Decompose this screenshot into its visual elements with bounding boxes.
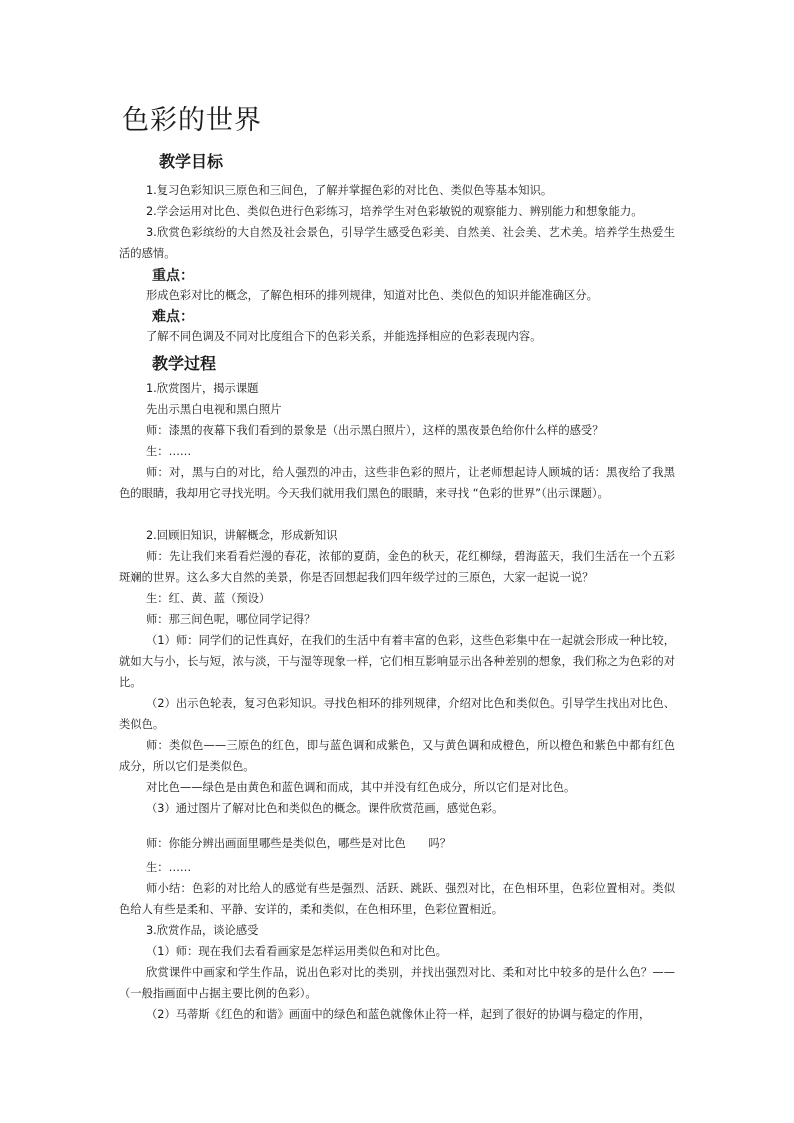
process-paragraph: （2）马蒂斯《红色的和谐》画面中的绿色和蓝色就像休止符一样，起到了很好的协调与稳定的作用， (146, 1008, 651, 1021)
process-paragraph: 生：红、黄、蓝（预设） (146, 592, 271, 605)
difficulty-label: 难点： (152, 309, 194, 325)
section-heading-process: 教学过程 (152, 354, 217, 373)
process-paragraph: 对比色——绿色是由黄色和蓝色调和而成，其中并没有红色成分，所以它们是对比色。 (146, 781, 576, 794)
process-paragraph: 生：…… (146, 861, 192, 874)
process-paragraph: （3）通过图片了解对比色和类似色的概念。课件欣赏范画，感觉色彩。 (146, 802, 504, 815)
process-paragraph: 生：…… (146, 445, 192, 458)
process-paragraph: 师：那三间色呢，哪位同学记得？ (146, 613, 316, 626)
process-paragraph: 先出示黑白电视和黑白照片 (146, 403, 282, 416)
process-step-heading: 3.欣赏作品，谈论感受 (146, 924, 259, 937)
objective-3: 3.欣赏色彩缤纷的大自然及社会景色，引导学生感受色彩美、自然美、社会美、艺术美。培养学生热爱生活的感情。 (119, 226, 675, 260)
process-paragraph: 师：类似色——三原色的红色，即与蓝色调和成紫色，又与黄色调和成橙色，所以橙色和紫色中都有红色成分，所以它们是类似色。 (119, 739, 675, 773)
process-step-heading: 1.欣赏图片，揭示课题 (146, 382, 259, 395)
process-paragraph: 师：对，黑与白的对比，给人强烈的冲击，这些非色彩的照片，让老师想起诗人顾城的话：黑夜给了我黑色的眼睛，我却用它寻找光明。今天我们就用我们黑色的眼睛，来寻找 “色彩的世界”（出示课题）。 (119, 466, 675, 500)
process-paragraph: （1）师：同学们的记性真好，在我们的生活中有着丰富的色彩，这些色彩集中在一起就会形成一种比较，就如大与小，长与短，浓与淡，干与湿等现象一样，它们相互影响显示出各种差别的想象，我们称之为色彩的对比。 (119, 634, 675, 689)
key-point-text: 形成色彩对比的概念，了解色相环的排列规律，知道对比色、类似色的知识并能准确区分。 (146, 289, 598, 302)
process-paragraph: （2）出示色轮表，复习色彩知识。寻找色相环的排列规律，介绍对比色和类似色。引导学生找出对比色、类似色。 (119, 697, 675, 731)
difficulty-text: 了解不同色调及不同对比度组合下的色彩关系，并能选择相应的色彩表现内容。 (146, 330, 542, 343)
page-title: 色彩的世界 (122, 105, 262, 136)
section-heading-objectives: 教学目标 (159, 152, 224, 171)
process-paragraph: 欣赏课件中画家和学生作品，说出色彩对比的类别，并找出强烈对比、柔和对比中较多的是什么色？——（一般指画面中占据主要比例的色彩）。 (119, 966, 675, 1000)
process-paragraph: 师：你能分辨出画面里哪些是类似色，哪些是对比色 吗？ (146, 837, 452, 850)
process-paragraph: （1）师：现在我们去看看画家是怎样运用类似色和对比色。 (146, 945, 447, 958)
process-step-heading: 2.回顾旧知识，讲解概念，形成新知识 (146, 529, 338, 542)
objective-1: 1.复习色彩知识三原色和三间色，了解并掌握色彩的对比色、类似色等基本知识。 (146, 184, 553, 197)
key-point-label: 重点： (152, 268, 194, 284)
process-paragraph: 师小结：色彩的对比给人的感觉有些是强烈、活跃、跳跃、强烈对比，在色相环里，色彩位置相对。类似色给人有些是柔和、平静、安详的，柔和类似，在色相环里，色彩位置相近。 (119, 882, 675, 916)
objective-2: 2.学会运用对比色、类似色进行色彩练习，培养学生对色彩敏锐的观察能力、辨别能力和想象能力。 (146, 205, 643, 218)
process-paragraph: 师：先让我们来看看烂漫的春花，浓郁的夏荫，金色的秋天，花红柳绿，碧海蓝天，我们生活在一个五彩斑斓的世界。这么多大自然的美景，你是否回想起我们四年级学过的三原色，大家一起说一说？ (119, 550, 675, 584)
process-paragraph: 师：漆黑的夜幕下我们看到的景象是（出示黑白照片），这样的黑夜景色给你什么样的感受？ (146, 424, 604, 437)
